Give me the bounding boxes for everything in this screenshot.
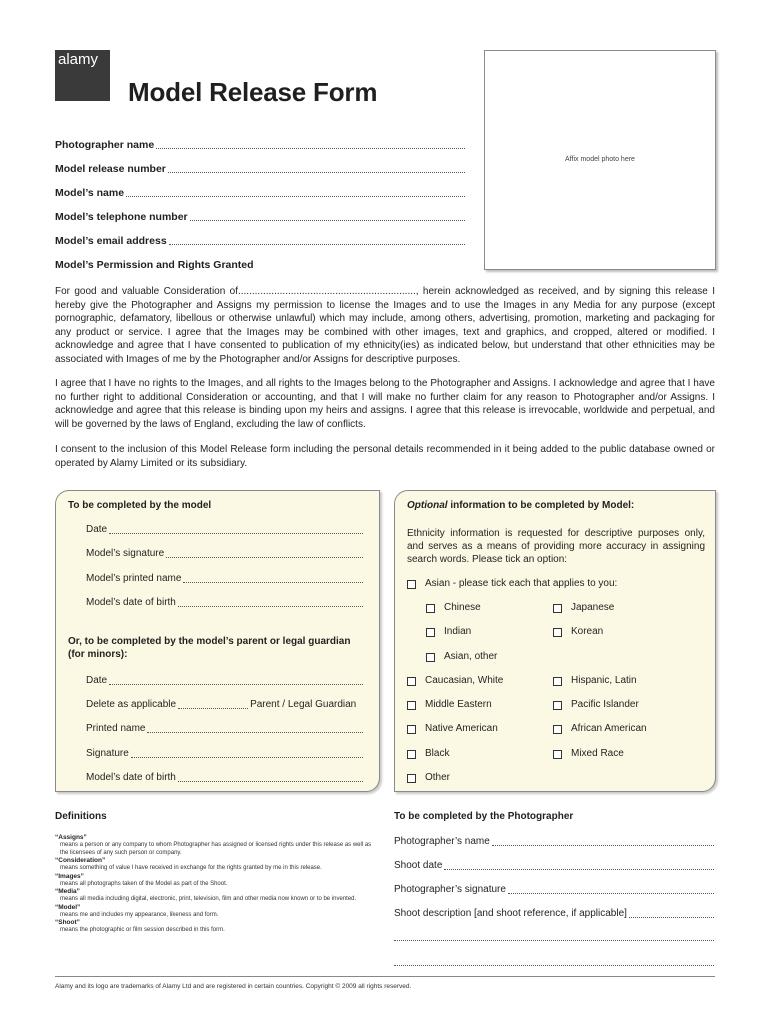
optional-heading-rest: information to be completed by Model: — [447, 500, 635, 511]
checkbox-other[interactable] — [407, 772, 450, 784]
checkbox-black[interactable] — [407, 748, 449, 760]
guardian-heading: Or, to be completed by the model’s parent or legal guardian (for minors): — [68, 636, 351, 660]
checkbox-icon[interactable] — [407, 750, 416, 759]
delete-applicable-line[interactable] — [86, 699, 363, 711]
checkbox-label: Other — [425, 772, 451, 783]
ethnicity-intro: Ethnicity information is requested for descriptive purposes only, and serves as a means of providing more accuracy in assigning search words. Please tick an option: — [407, 528, 705, 565]
alamy-logo — [55, 50, 110, 101]
checkbox-icon[interactable] — [407, 580, 416, 589]
model-date-line[interactable] — [86, 524, 363, 536]
fill-line[interactable] — [126, 187, 465, 197]
photographer-name-line[interactable] — [394, 836, 714, 848]
page-title: Model Release Form — [128, 77, 378, 107]
photo-placeholder[interactable] — [484, 50, 716, 270]
checkbox-label: African American — [571, 723, 647, 734]
checkbox-icon[interactable] — [426, 628, 435, 637]
guardian-printed-name-line[interactable] — [86, 723, 363, 735]
definition-text: means all photographs taken of the Model as part of the Shoot. — [60, 880, 228, 887]
definition-text: means all media including digital, electronic, print, television, film and other media now known or to be invented. — [60, 896, 357, 902]
checkbox-label: Chinese — [444, 602, 481, 613]
model-release-number-field[interactable] — [55, 163, 465, 175]
fill-line[interactable] — [131, 748, 363, 758]
shoot-date-line[interactable] — [394, 860, 714, 872]
checkbox-icon[interactable] — [553, 604, 562, 613]
shoot-description-line[interactable] — [394, 908, 714, 920]
line-label: Photographer’s signature — [394, 884, 506, 895]
fill-line[interactable] — [169, 235, 465, 245]
checkbox-icon[interactable] — [553, 677, 562, 686]
checkbox-mixed-race[interactable] — [553, 748, 624, 760]
definition-text: means something of value I have received in exchange for the rights granted by me in this release. — [60, 865, 322, 871]
field-label: Model’s email address — [55, 235, 167, 247]
checkbox-japanese[interactable] — [553, 602, 614, 614]
definition-text: means me and includes my appearance, likeness and form. — [60, 911, 219, 918]
definition-term: “Shoot” — [55, 919, 80, 926]
model-section-box — [55, 490, 380, 792]
fill-line[interactable] — [156, 139, 465, 149]
checkbox-pacific-islander[interactable] — [553, 699, 639, 711]
checkbox-label: Korean — [571, 626, 604, 637]
checkbox-icon[interactable] — [553, 725, 562, 734]
fill-line[interactable] — [178, 772, 363, 782]
checkbox-asian-other[interactable] — [426, 651, 497, 663]
fill-line[interactable] — [190, 211, 465, 221]
checkbox-label: Hispanic, Latin — [571, 675, 637, 686]
checkbox-label: Mixed Race — [571, 748, 624, 759]
line-label: Delete as applicable — [86, 699, 177, 710]
photographer-name-field[interactable] — [55, 139, 465, 151]
checkbox-icon[interactable] — [407, 677, 416, 686]
permission-heading: Model’s Permission and Rights Granted — [55, 259, 254, 271]
definitions-list — [55, 834, 380, 935]
line-label: Shoot date — [394, 860, 443, 871]
checkbox-native-american[interactable] — [407, 723, 498, 735]
definitions-heading: Definitions — [55, 811, 107, 822]
checkbox-label: Caucasian, White — [425, 675, 504, 686]
checkbox-label: Indian — [444, 626, 472, 637]
fill-line[interactable] — [109, 524, 363, 534]
guardian-dob-line[interactable] — [86, 772, 363, 784]
fill-line[interactable] — [508, 884, 714, 894]
definition-text: means the photographic or film session described in this form. — [60, 927, 225, 933]
model-email-field[interactable] — [55, 235, 465, 247]
model-name-field[interactable] — [55, 187, 465, 199]
delete-value: Parent / Legal Guardian — [250, 699, 357, 710]
model-signature-line[interactable] — [86, 548, 363, 560]
shoot-description-extra-line[interactable] — [394, 965, 714, 966]
optional-emphasis: Optional — [407, 500, 448, 511]
definition-term: “Images” — [55, 872, 84, 880]
checkbox-caucasian[interactable] — [407, 675, 503, 687]
checkbox-african-american[interactable] — [553, 723, 647, 735]
definition-term: “Assigns” — [55, 834, 87, 841]
guardian-date-line[interactable] — [86, 675, 363, 687]
checkbox-icon[interactable] — [553, 701, 562, 710]
checkbox-label: Asian - please tick each that applies to you: — [425, 578, 618, 589]
definition-term: “Consideration” — [55, 857, 106, 864]
checkbox-label: Asian, other — [444, 651, 498, 662]
definition-term: “Media” — [55, 888, 80, 895]
model-box-heading: To be completed by the model — [68, 500, 212, 511]
line-label: Model’s printed name — [86, 573, 182, 584]
checkbox-label: Black — [425, 748, 450, 759]
checkbox-label: Middle Eastern — [425, 699, 492, 710]
line-label: Date — [86, 524, 108, 535]
fill-line[interactable] — [178, 699, 248, 709]
logo-text: alamy — [58, 51, 99, 68]
line-label: Model’s signature — [86, 548, 165, 559]
checkbox-korean[interactable] — [553, 626, 603, 638]
checkbox-icon[interactable] — [407, 701, 416, 710]
fill-line[interactable] — [168, 163, 465, 173]
consent-paragraph: I consent to the inclusion of this Model Release form including the personal details recommended in it being added to the public database owned or operated by Alamy Limited or its subsidiary. — [55, 444, 715, 469]
optional-box-heading — [407, 500, 634, 511]
checkbox-icon[interactable] — [426, 604, 435, 613]
definition-text: means a person or any company to whom Photographer has assigned or licensed rights under this release as well as the licensees of any such person or company. — [60, 842, 372, 856]
fill-line[interactable] — [109, 675, 363, 685]
model-printed-name-line[interactable] — [86, 573, 363, 585]
checkbox-chinese[interactable] — [426, 602, 481, 614]
fill-line[interactable] — [147, 723, 363, 733]
fill-line[interactable] — [166, 548, 363, 558]
fill-line[interactable] — [178, 597, 363, 607]
fill-line[interactable] — [492, 836, 714, 846]
line-label: Photographer’s name — [394, 836, 490, 847]
field-label: Photographer name — [55, 139, 155, 151]
checkbox-middle-eastern[interactable] — [407, 699, 492, 711]
line-label: Date — [86, 675, 108, 686]
checkbox-icon[interactable] — [553, 628, 562, 637]
model-telephone-field[interactable] — [55, 211, 465, 223]
checkbox-icon[interactable] — [407, 774, 416, 783]
checkbox-asian[interactable] — [407, 578, 617, 590]
checkbox-label: Native American — [425, 723, 498, 734]
photographer-signature-line[interactable] — [394, 884, 714, 896]
photo-caption: Affix model photo here — [565, 156, 635, 163]
fill-line[interactable] — [183, 573, 363, 583]
fill-line[interactable] — [629, 908, 714, 918]
optional-info-box — [394, 490, 716, 792]
line-label: Shoot description [and shoot reference, if applicable] — [394, 908, 627, 919]
consideration-paragraph: For good and valuable Consideration of................................................................, herein acknowledged as received, and by signing this release I hereby give the Photographer and Assigns my permission to license the Images and to use the Images in any Media for any purpose (except pornographic, defamatory, libellous or otherwise unlawful) which may include, among others, advertising, promotion, marketing and packaging for any product or service. I agree that the Images may be combined with other images, text and graphics, and cropped, altered or modified. I acknowledge and agree that I have consented to publication of my ethnicity(ies) as indicated below, but understand that other ethnicities may be associated with Images of me by the Photographer and/or Assigns for descriptive purposes. — [55, 286, 715, 365]
footer-copyright: Alamy and its logo are trademarks of Alamy Ltd and are registered in certain countries. Copyright © 2009 all rights reserved. — [55, 976, 715, 990]
definition-term: “Model” — [55, 903, 81, 911]
model-dob-line[interactable] — [86, 597, 363, 609]
checkbox-hispanic[interactable] — [553, 675, 637, 687]
checkbox-label: Japanese — [571, 602, 615, 613]
line-label: Printed name — [86, 723, 146, 734]
line-label: Signature — [86, 748, 129, 759]
line-label: Model’s date of birth — [86, 772, 176, 783]
field-label: Model’s telephone number — [55, 211, 188, 223]
photographer-section-heading: To be completed by the Photographer — [394, 811, 574, 822]
checkbox-label: Pacific Islander — [571, 699, 639, 710]
checkbox-icon[interactable] — [553, 750, 562, 759]
field-label: Model release number — [55, 163, 166, 175]
rights-paragraph: I agree that I have no rights to the Images, and all rights to the Images belong to the Photographer and Assigns. I acknowledge and agree that I have no further right to additional Consideration or accounting, and that I will make no further claim for any reason to Photographer and/or Assigns. I acknowledge and agree that this release is binding upon my heirs and assigns. I agree that this release is irrevocable, worldwide and perpetual, and will be governed by the laws of England, excluding the law of conflicts. — [55, 378, 715, 430]
shoot-description-extra-line[interactable] — [394, 940, 714, 941]
checkbox-indian[interactable] — [426, 626, 471, 638]
checkbox-icon[interactable] — [426, 653, 435, 662]
line-label: Model’s date of birth — [86, 597, 176, 608]
fill-line[interactable] — [444, 860, 714, 870]
checkbox-icon[interactable] — [407, 725, 416, 734]
field-label: Model’s name — [55, 187, 125, 199]
guardian-signature-line[interactable] — [86, 748, 363, 760]
